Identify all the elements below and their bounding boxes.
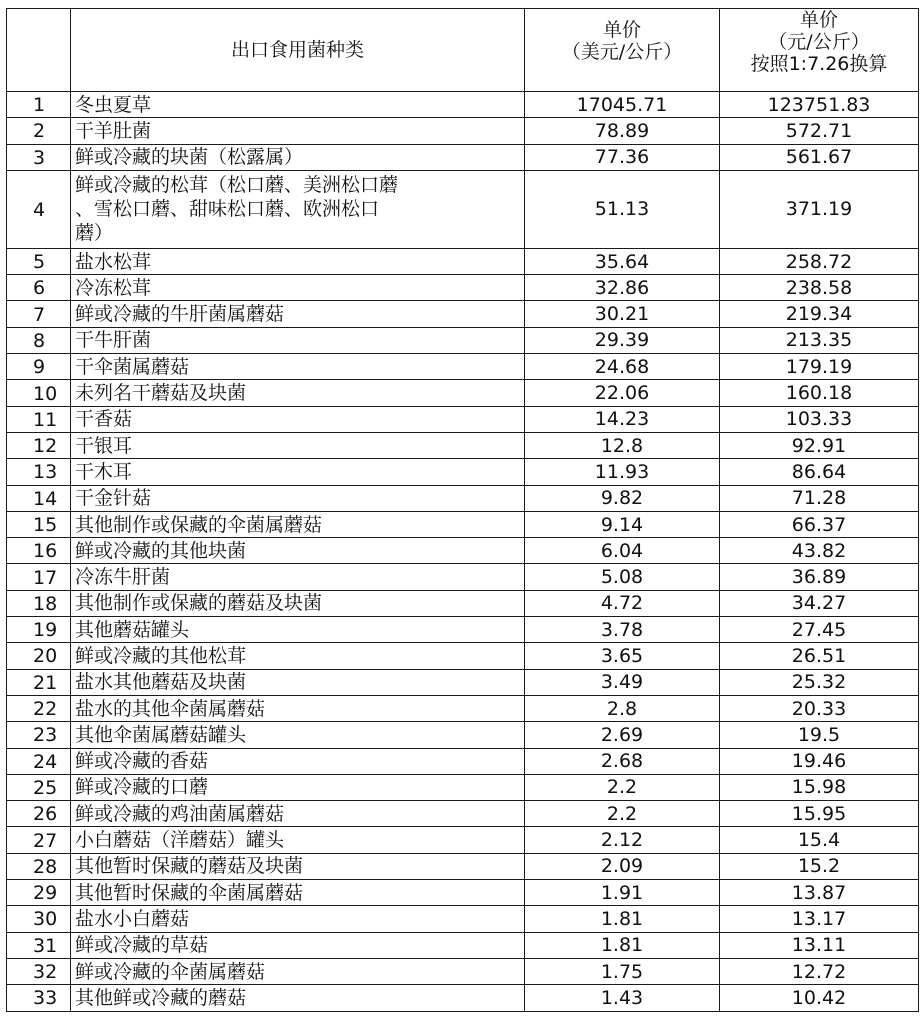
usd-price-cell[interactable]: 6.04	[525, 538, 720, 564]
row-index-cell[interactable]: 21	[7, 669, 71, 695]
usd-price-cell[interactable]: 2.2	[525, 774, 720, 800]
mushroom-export-price-table	[6, 8, 919, 1012]
mushroom-type-cell[interactable]: 鲜或冷藏的香菇	[71, 748, 525, 774]
table-row	[7, 144, 919, 170]
cny-price-cell[interactable]: 179.19	[720, 354, 919, 380]
table-row	[7, 827, 919, 853]
cny-price-cell[interactable]: 15.2	[720, 853, 919, 879]
mushroom-type-cell[interactable]: 干木耳	[71, 459, 525, 485]
cny-price-cell[interactable]: 258.72	[720, 248, 919, 274]
usd-price-cell[interactable]: 14.23	[525, 406, 720, 432]
usd-price-cell[interactable]: 77.36	[525, 144, 720, 170]
table-row	[7, 380, 919, 406]
row-index-cell[interactable]: 2	[7, 118, 71, 144]
header-usd-line: 单价	[602, 19, 641, 41]
mushroom-type-cell[interactable]: 鲜或冷藏的块菌（松露属）	[71, 144, 525, 170]
mushroom-type-cell[interactable]: 冷冻牛肝菌	[71, 564, 525, 590]
usd-price-cell[interactable]: 22.06	[525, 380, 720, 406]
cny-price-cell[interactable]: 13.11	[720, 932, 919, 958]
row-index-cell[interactable]: 23	[7, 722, 71, 748]
usd-price-cell[interactable]: 2.8	[525, 695, 720, 721]
cny-price-cell[interactable]: 27.45	[720, 617, 919, 643]
mushroom-type-cell[interactable]: 盐水小白蘑菇	[71, 906, 525, 932]
usd-price-cell[interactable]: 4.72	[525, 590, 720, 616]
table-row	[7, 958, 919, 984]
mushroom-type-cell[interactable]: 盐水其他蘑菇及块菌	[71, 669, 525, 695]
mushroom-type-line: 鲜或冷藏的松茸（松口蘑、美洲松口蘑	[75, 174, 399, 197]
usd-price-cell[interactable]: 1.91	[525, 880, 720, 906]
table-row	[7, 301, 919, 327]
spreadsheet	[6, 8, 918, 1012]
header-cny-price-cell[interactable]	[720, 9, 919, 92]
cny-price-cell[interactable]: 572.71	[720, 118, 919, 144]
mushroom-type-line: 、雪松口蘑、甜味松口蘑、欧洲松口	[75, 198, 380, 221]
cny-price-cell[interactable]: 160.18	[720, 380, 919, 406]
usd-price-cell[interactable]: 1.43	[525, 985, 720, 1011]
row-index-cell[interactable]: 20	[7, 643, 71, 669]
table-row	[7, 459, 919, 485]
row-index-cell[interactable]: 32	[7, 958, 71, 984]
row-index-cell[interactable]: 1	[7, 92, 71, 118]
mushroom-type-cell[interactable]: 干香菇	[71, 406, 525, 432]
row-index-cell[interactable]: 13	[7, 459, 71, 485]
cny-price-cell[interactable]: 19.5	[720, 722, 919, 748]
cny-price-cell[interactable]: 103.33	[720, 406, 919, 432]
mushroom-type-cell[interactable]: 冷冻松茸	[71, 275, 525, 301]
table-row	[7, 669, 919, 695]
cny-price-cell[interactable]: 10.42	[720, 985, 919, 1011]
usd-price-cell[interactable]: 24.68	[525, 354, 720, 380]
table-row	[7, 432, 919, 458]
row-index-cell[interactable]: 6	[7, 275, 71, 301]
row-index-cell[interactable]: 27	[7, 827, 71, 853]
table-row	[7, 564, 919, 590]
usd-price-cell[interactable]: 12.8	[525, 432, 720, 458]
table-row	[7, 880, 919, 906]
row-index-cell[interactable]: 12	[7, 432, 71, 458]
table-row	[7, 617, 919, 643]
mushroom-type-cell[interactable]: 鲜或冷藏的草菇	[71, 932, 525, 958]
table-row	[7, 170, 919, 248]
table-row	[7, 538, 919, 564]
row-index-cell[interactable]: 4	[7, 170, 71, 248]
usd-price-cell[interactable]: 2.68	[525, 748, 720, 774]
row-index-cell[interactable]: 22	[7, 695, 71, 721]
row-index-cell[interactable]: 14	[7, 485, 71, 511]
mushroom-type-cell[interactable]: 其他蘑菇罐头	[71, 617, 525, 643]
usd-price-cell[interactable]: 5.08	[525, 564, 720, 590]
mushroom-type-cell[interactable]: 冬虫夏草	[71, 92, 525, 118]
usd-price-cell[interactable]: 9.14	[525, 511, 720, 537]
mushroom-type-line: 蘑）	[75, 222, 114, 245]
cny-price-cell[interactable]: 561.67	[720, 144, 919, 170]
header-cny-rate-note: 按照1:7.26换算	[750, 53, 888, 75]
cny-price-cell[interactable]: 25.32	[720, 669, 919, 695]
usd-price-cell[interactable]: 35.64	[525, 248, 720, 274]
row-index-cell[interactable]: 15	[7, 511, 71, 537]
usd-price-cell[interactable]: 11.93	[525, 459, 720, 485]
mushroom-type-cell[interactable]: 鲜或冷藏的其他块菌	[71, 538, 525, 564]
row-index-cell[interactable]: 19	[7, 617, 71, 643]
mushroom-type-cell[interactable]: 鲜或冷藏的伞菌属蘑菇	[71, 958, 525, 984]
mushroom-type-cell[interactable]: 其他制作或保藏的蘑菇及块菌	[71, 590, 525, 616]
mushroom-type-cell[interactable]: 其他暂时保藏的伞菌属蘑菇	[71, 880, 525, 906]
cny-price-cell[interactable]: 26.51	[720, 643, 919, 669]
row-index-cell[interactable]: 30	[7, 906, 71, 932]
cny-price-cell[interactable]: 13.17	[720, 906, 919, 932]
cny-price-cell[interactable]: 123751.83	[720, 92, 919, 118]
mushroom-type-cell[interactable]: 鲜或冷藏的牛肝菌属蘑菇	[71, 301, 525, 327]
cny-price-cell[interactable]: 15.95	[720, 801, 919, 827]
table-row	[7, 748, 919, 774]
row-index-cell[interactable]: 28	[7, 853, 71, 879]
table-row	[7, 275, 919, 301]
usd-price-cell[interactable]: 9.82	[525, 485, 720, 511]
row-index-cell[interactable]: 18	[7, 590, 71, 616]
mushroom-type-cell[interactable]: 其他暂时保藏的蘑菇及块菌	[71, 853, 525, 879]
mushroom-type-cell[interactable]: 盐水的其他伞菌属蘑菇	[71, 695, 525, 721]
row-index-cell[interactable]: 8	[7, 327, 71, 353]
table-row	[7, 485, 919, 511]
usd-price-cell[interactable]: 2.12	[525, 827, 720, 853]
cny-price-cell[interactable]: 13.87	[720, 880, 919, 906]
mushroom-type-cell[interactable]: 鲜或冷藏的鸡油菌属蘑菇	[71, 801, 525, 827]
usd-price-cell[interactable]: 2.09	[525, 853, 720, 879]
row-index-cell[interactable]: 31	[7, 932, 71, 958]
cny-price-cell[interactable]: 36.89	[720, 564, 919, 590]
cny-price-cell[interactable]: 86.64	[720, 459, 919, 485]
cny-price-cell[interactable]: 213.35	[720, 327, 919, 353]
usd-price-cell[interactable]: 3.49	[525, 669, 720, 695]
table-row	[7, 118, 919, 144]
cny-price-cell[interactable]: 238.58	[720, 275, 919, 301]
table-row	[7, 248, 919, 274]
header-cny-unit: （元/公斤）	[768, 31, 870, 53]
mushroom-type-cell[interactable]: 其他伞菌属蘑菇罐头	[71, 722, 525, 748]
row-index-cell[interactable]: 10	[7, 380, 71, 406]
usd-price-cell[interactable]: 78.89	[525, 118, 720, 144]
header-cny-line: 单价	[799, 9, 838, 31]
table-row	[7, 327, 919, 353]
header-name-cell[interactable]: 出口食用菌种类	[71, 9, 525, 92]
usd-price-cell[interactable]: 1.81	[525, 932, 720, 958]
row-index-cell[interactable]: 25	[7, 774, 71, 800]
row-index-cell[interactable]: 26	[7, 801, 71, 827]
usd-price-cell[interactable]: 3.78	[525, 617, 720, 643]
table-row	[7, 774, 919, 800]
mushroom-type-cell[interactable]	[71, 170, 525, 248]
table-row	[7, 853, 919, 879]
cny-price-cell[interactable]: 219.34	[720, 301, 919, 327]
mushroom-type-cell[interactable]: 干伞菌属蘑菇	[71, 354, 525, 380]
usd-price-cell[interactable]: 51.13	[525, 170, 720, 248]
table-row	[7, 906, 919, 932]
row-index-cell[interactable]: 11	[7, 406, 71, 432]
cny-price-cell[interactable]: 15.4	[720, 827, 919, 853]
row-index-cell[interactable]: 33	[7, 985, 71, 1011]
usd-price-cell[interactable]: 2.2	[525, 801, 720, 827]
mushroom-type-cell[interactable]: 干羊肚菌	[71, 118, 525, 144]
row-index-cell[interactable]: 5	[7, 248, 71, 274]
table-row	[7, 985, 919, 1011]
cny-price-cell[interactable]: 15.98	[720, 774, 919, 800]
header-row	[7, 9, 919, 92]
table-row	[7, 932, 919, 958]
table-row	[7, 511, 919, 537]
mushroom-type-cell[interactable]: 干银耳	[71, 432, 525, 458]
mushroom-type-cell[interactable]: 其他鲜或冷藏的蘑菇	[71, 985, 525, 1011]
header-index-cell[interactable]	[7, 9, 71, 92]
cny-price-cell[interactable]: 371.19	[720, 170, 919, 248]
table-row	[7, 722, 919, 748]
mushroom-type-cell[interactable]: 鲜或冷藏的口蘑	[71, 774, 525, 800]
cny-price-cell[interactable]: 34.27	[720, 590, 919, 616]
mushroom-type-cell[interactable]: 干牛肝菌	[71, 327, 525, 353]
mushroom-type-cell[interactable]: 鲜或冷藏的其他松茸	[71, 643, 525, 669]
mushroom-type-cell[interactable]: 干金针菇	[71, 485, 525, 511]
usd-price-cell[interactable]: 30.21	[525, 301, 720, 327]
cny-price-cell[interactable]: 43.82	[720, 538, 919, 564]
table-row	[7, 643, 919, 669]
usd-price-cell[interactable]: 29.39	[525, 327, 720, 353]
mushroom-type-cell[interactable]: 其他制作或保藏的伞菌属蘑菇	[71, 511, 525, 537]
usd-price-cell[interactable]: 17045.71	[525, 92, 720, 118]
cny-price-cell[interactable]: 12.72	[720, 958, 919, 984]
cny-price-cell[interactable]: 66.37	[720, 511, 919, 537]
table-row	[7, 695, 919, 721]
cny-price-cell[interactable]: 19.46	[720, 748, 919, 774]
usd-price-cell[interactable]: 1.75	[525, 958, 720, 984]
row-index-cell[interactable]: 17	[7, 564, 71, 590]
mushroom-type-cell[interactable]: 小白蘑菇（洋蘑菇）罐头	[71, 827, 525, 853]
cny-price-cell[interactable]: 71.28	[720, 485, 919, 511]
row-index-cell[interactable]: 24	[7, 748, 71, 774]
row-index-cell[interactable]: 16	[7, 538, 71, 564]
table-row	[7, 406, 919, 432]
table-row	[7, 590, 919, 616]
table-body	[7, 92, 919, 1012]
usd-price-cell[interactable]: 2.69	[525, 722, 720, 748]
header-usd-price-cell[interactable]	[525, 9, 720, 92]
cny-price-cell[interactable]: 92.91	[720, 432, 919, 458]
table-row	[7, 801, 919, 827]
row-index-cell[interactable]: 3	[7, 144, 71, 170]
usd-price-cell[interactable]: 3.65	[525, 643, 720, 669]
mushroom-type-cell[interactable]: 盐水松茸	[71, 248, 525, 274]
cny-price-cell[interactable]: 20.33	[720, 695, 919, 721]
usd-price-cell[interactable]: 1.81	[525, 906, 720, 932]
mushroom-type-cell[interactable]: 未列名干蘑菇及块菌	[71, 380, 525, 406]
usd-price-cell[interactable]: 32.86	[525, 275, 720, 301]
row-index-cell[interactable]: 7	[7, 301, 71, 327]
table-row	[7, 92, 919, 118]
row-index-cell[interactable]: 9	[7, 354, 71, 380]
table-row	[7, 354, 919, 380]
row-index-cell[interactable]: 29	[7, 880, 71, 906]
header-usd-unit: （美元/公斤）	[561, 41, 683, 63]
